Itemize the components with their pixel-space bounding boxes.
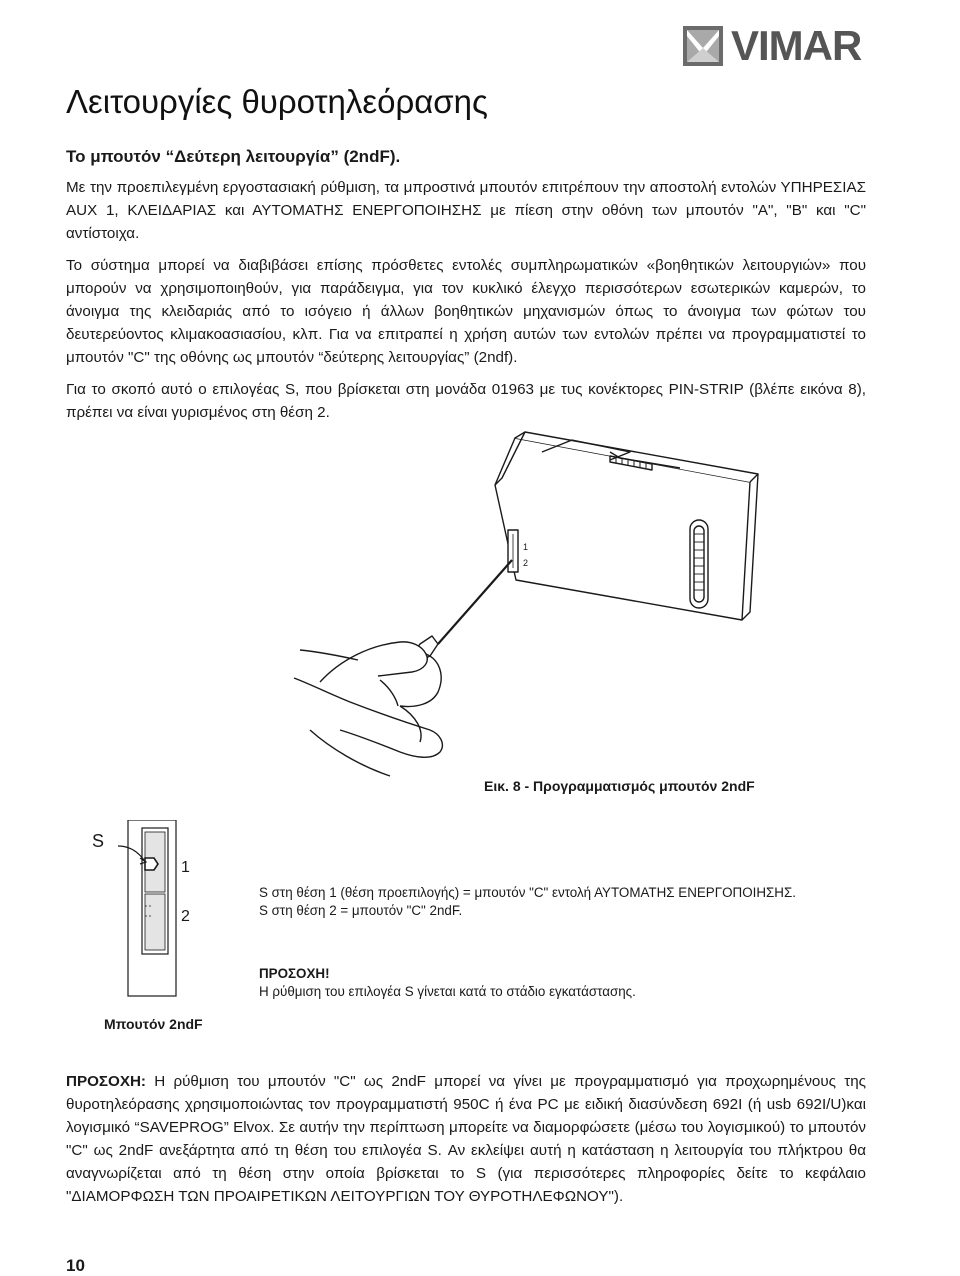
brand-name: VIMAR [731,22,862,69]
selector-position-2-text: S στη θέση 2 = μπουτόν "C" 2ndF. [259,903,463,918]
vimar-logo-mark-icon [683,26,723,66]
selector-caption: Μπουτόν 2ndF [104,1016,203,1032]
pin-label-2: 2 [523,558,529,568]
section-title: Το μπουτόν “Δεύτερη λειτουργία” (2ndF). [66,147,401,166]
warning-text: Η ρύθμιση του επιλογέα S γίνεται κατά το στάδιο εγκατάστασης. [259,984,636,999]
paragraph-auxiliary-functions: Το σύστημα μπορεί να διαβιβάσει επίσης πρόσθετες εντολές συμπληρωματικών «βοηθητικών λειτουργιών» που μπορούν να χρησιμοποιηθούν, για παράδειγμα, για τον κυκλικό έλεγχο περισσότερων εσωτερικών καμερών, το άνοιγμα της κλειδαριάς από το ισόγειο ή άλλων βοηθητικών μηχανισμών όπως το άνοιγμα των φώτων του δευτερεύοντος κλιμακοασιασίου, κλπ. Για να επιτραπεί η χρήση αυτών των εντολών πρέπει να προγραμματιστεί το μπουτόν "C" της οθόνης ως μπουτόν “δεύτερης λειτουργίας” (2ndf). [66,257,866,366]
note-label: ΠΡΟΣΟΧΗ: [66,1073,146,1090]
warning-title: ΠΡΟΣΟΧΗ! [259,966,330,981]
note-paragraph [66,1070,866,1208]
paragraph-default-setting: Με την προεπιλεγμένη εργοστασιακή ρύθμιση, τα μπροστινά μπουτόν επιτρέπουν την αποστολή εντολών ΥΠΗΡΕΣΙΑΣ AUX 1, ΚΛΕΙΔΑΡΙΑΣ και ΑΥΤΟΜΑΤΗΣ ΕΝΕΡΓΟΠΟΙΗΣΗΣ με πίεση στην οθόνη των μπουτόν "A", "B" και "C" αντίστοιχα. [66,179,866,242]
vimar-logo [683,22,863,69]
module-programming-illustration [280,430,800,780]
page-number: 10 [66,1256,85,1275]
selector-position-1-text: S στη θέση 1 (θέση προεπιλογής) = μπουτόν "C" εντολή ΑΥΤΟΜΑΤΗΣ ΕΝΕΡΓΟΠΟΙΗΣΗΣ. [259,885,796,900]
paragraph-selector-position: Για το σκοπό αυτό ο επιλογέας S, που βρίσκεται στη μονάδα 01963 με τυς κονέκτορες PIN-STRIP (βλέπε εικόνα 8), πρέπει να είναι γυρισμένος στη θέση 2. [66,381,866,421]
selector-position-2-label: 2 [181,908,190,925]
page-title: Λειτουργίες θυροτηλεόρασης [66,83,488,120]
selector-position-list [259,884,796,920]
selector-s-diagram [88,820,228,1020]
selector-position-1-label: 1 [181,859,190,876]
note-text: Η ρύθμιση του μπουτόν "C" ως 2ndF μπορεί να γίνει με προγραμματισμό για προχωρημένους της θυροτηλεόρασης χρησιμοποιώντας τον προγραμματιστή 950C ή ένα PC με ειδική διασύνδεση 692I (ή usb 692I/U)και λογισμικό “SAVEPROG” Elvox. Σε αυτήν την περίπτωση μπορείτε να διαμορφώσετε (μέσω του λογισμικού) το μπουτόν "C" ως 2ndF ανεξάρτητα από τη θέση του επιλογέα S. Αν εκλείψει αυτή η κατάσταση η λειτουργία του πλήκτρου θα αναγνωρίζεται από τη θέση στην οποία βρίσκεται το S (για περισσότερες πληροφορίες δείτε το κεφάλαιο "ΔΙΑΜΟΡΦΩΣΗ ΤΩΝ ΠΡΟΑΙΡΕΤΙΚΩΝ ΛΕΙΤΟΥΡΓΙΩΝ ΤΟΥ ΘΥΡΟΤΗΛΕΦΩΝΟΥ"). [66,1073,866,1205]
selector-s-label: S [92,831,105,851]
figure-caption: Εικ. 8 - Προγραμματισμός μπουτόν 2ndF [484,778,755,794]
pin-label-1: 1 [523,542,529,552]
